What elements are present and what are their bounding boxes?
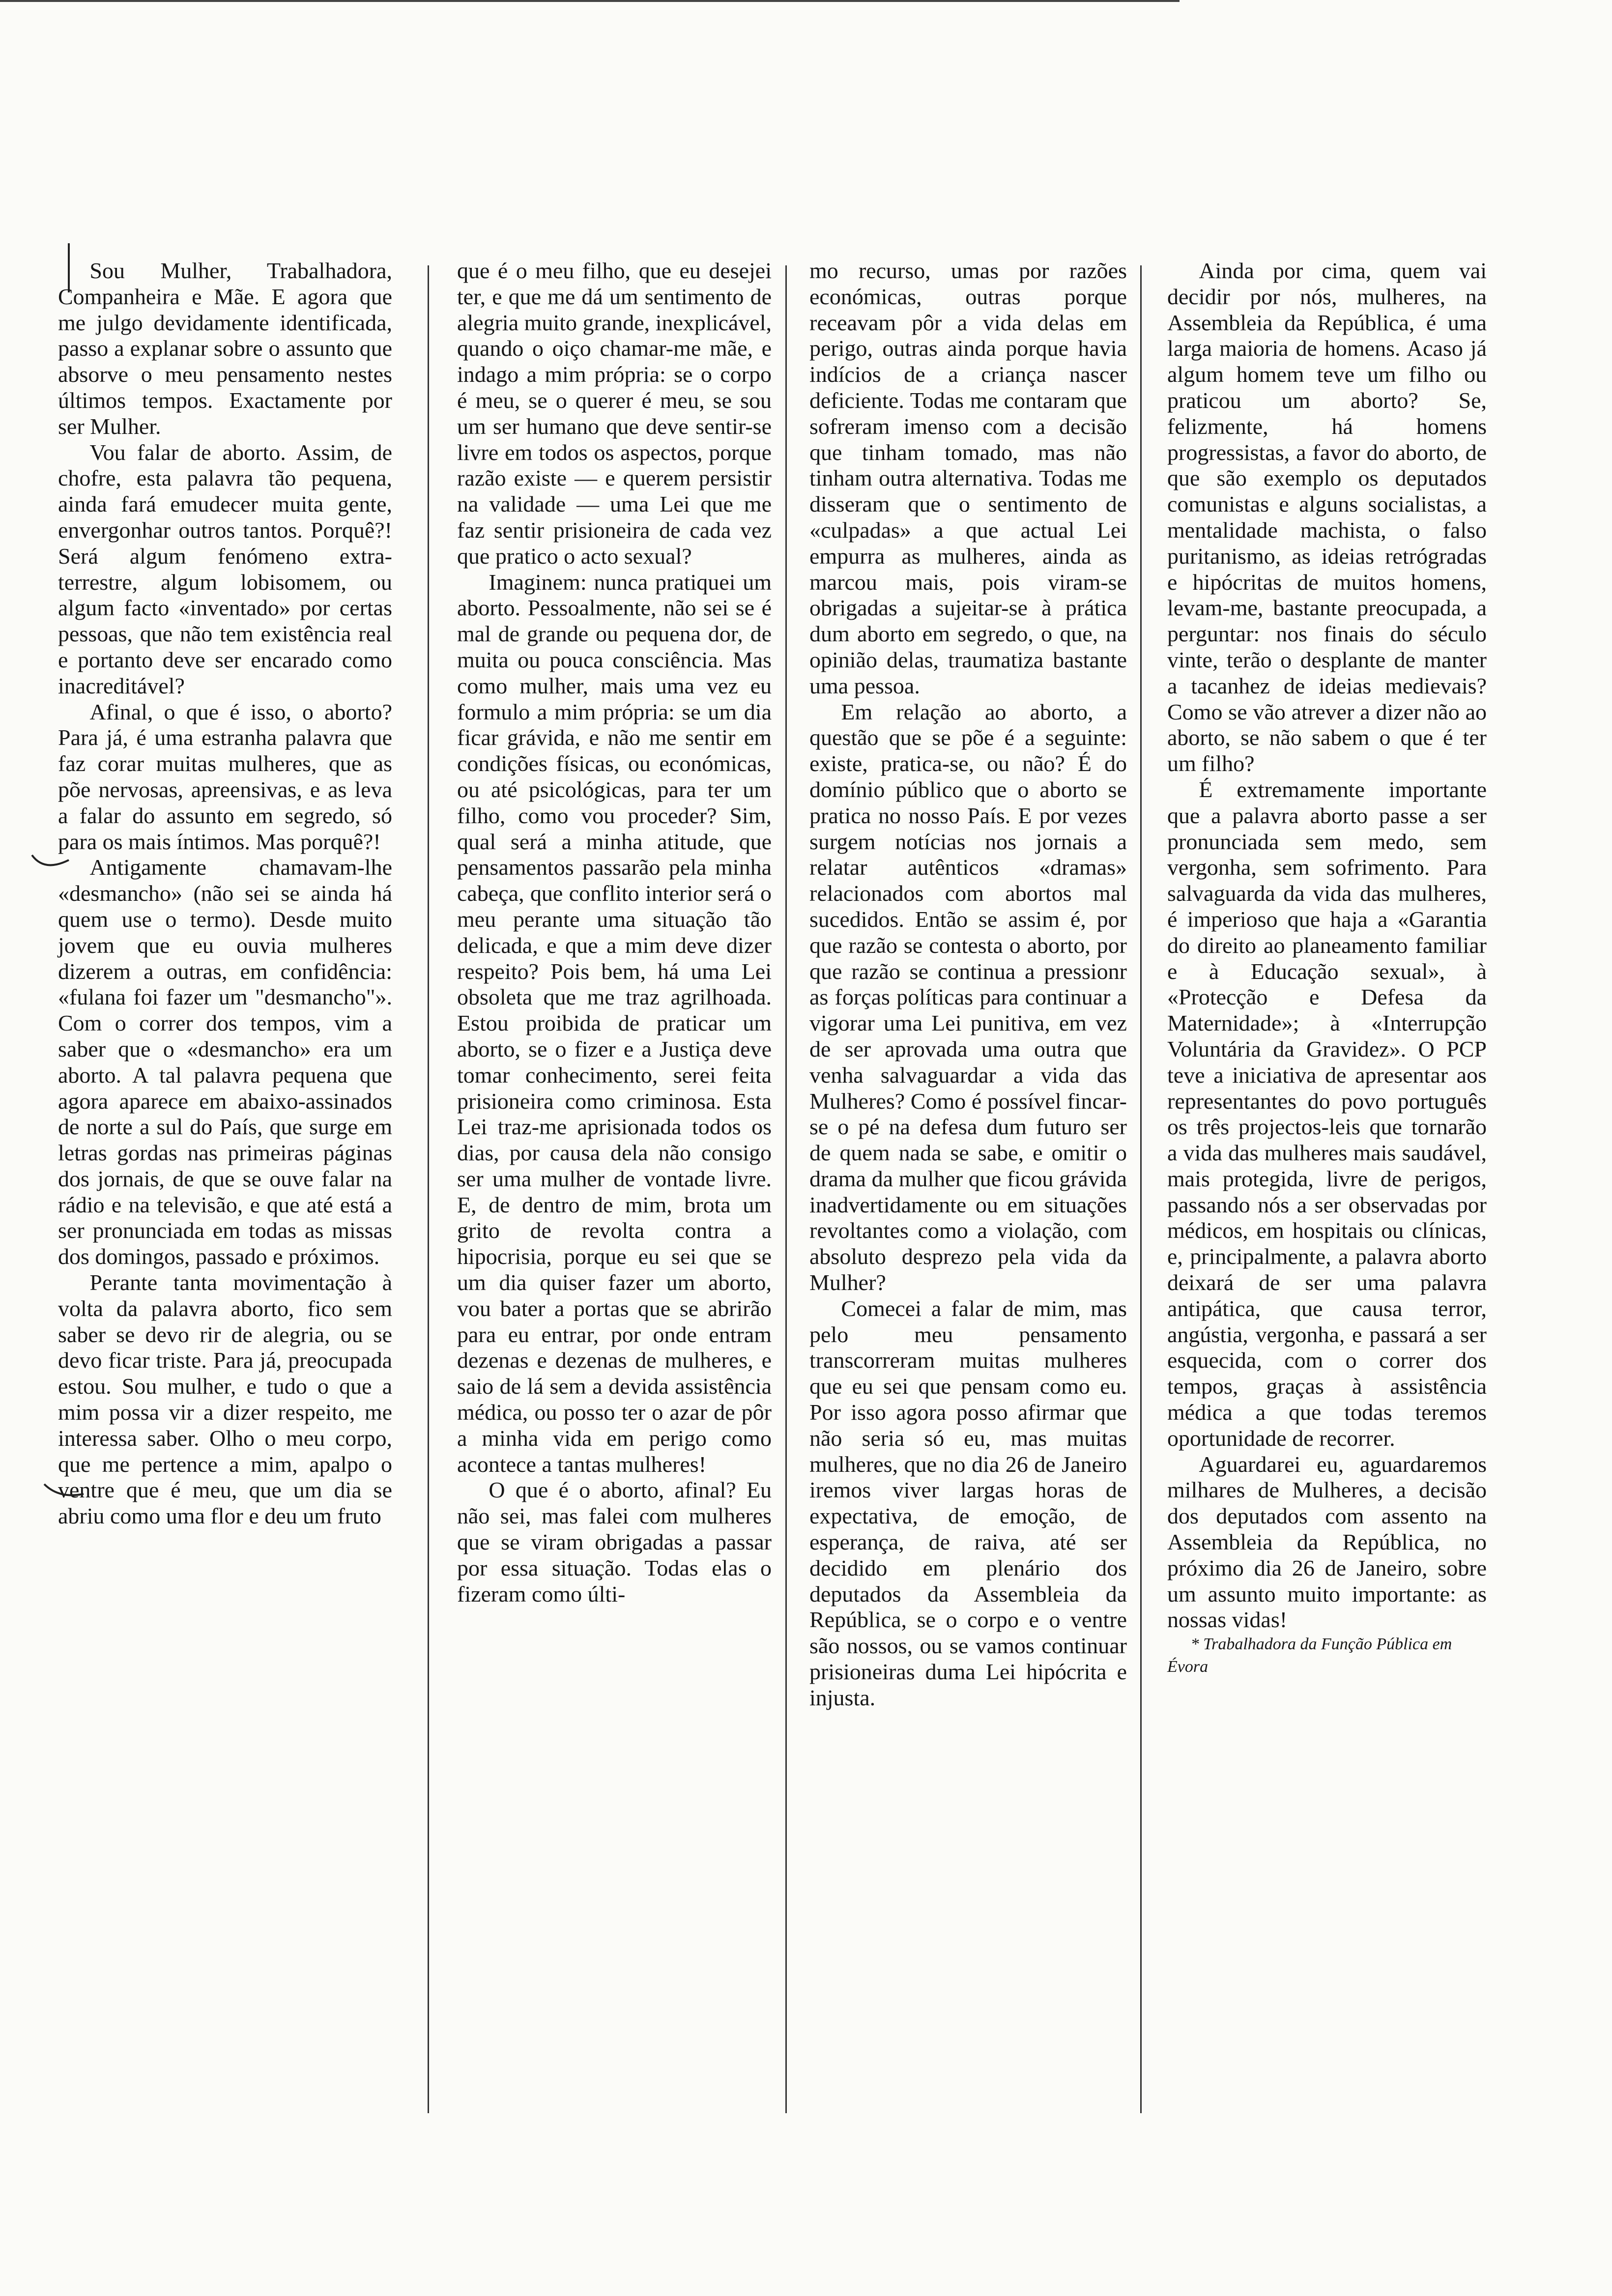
paragraph: mo recurso, umas por razões económicas, outras porque receavam pôr a vida delas em perigo, outras ainda porque havia indícios de a criança nascer deficiente. Todas me contaram que sofreram imenso com a decisão que tinham tomado, mas não tinham outra alternativa. Todas me disseram que o sentimento de «culpadas» a que actual Lei empurra as mulheres, ainda as marcou mais, pois viram-se obrigadas a sujeitar-se à prática dum aborto em segredo, o que, na opinião delas, traumatiza bastante uma pessoa. (809, 258, 1127, 698)
top-rule (0, 0, 1180, 2)
paragraph: que é o meu filho, que eu desejei ter, e que me dá um sentimento de alegria muito grande, inexplicável, quando o oiço chamar-me mãe, e indago a mim própria: se o corpo é meu, se o querer é meu, se sou um ser humano que deve sentir-se livre em todos os aspectos, porque razão existe — e querem persistir na validade — uma Lei que me faz sentir prisioneira de cada vez que pratico o acto sexual? (457, 258, 772, 569)
paragraph: É extremamente importante que a palavra aborto passe a ser pronunciada sem medo, sem vergonha, sem sofrimento. Para salvaguarda da vida das mulheres, é imperioso que haja a «Garantia do direito ao planeamento familiar e à Educação sexual», à «Protecção e Defesa da Maternidade»; à «Interrupção Voluntária da Gravidez». O PCP teve a iniciativa de apresentar aos representantes do povo português os três projectos-leis que tornarão a vida das mulheres mais saudável, mais protegida, livre de perigos, passando nós a ser observadas por médicos, em hospitais ou clínicas, e, principalmente, a palavra aborto deixará de ser uma palavra antipática, que causa terror, angústia, vergonha, e passará a ser esquecida, com o correr dos tempos, graças à assistência médica a que todas teremos oportunidade de recorrer. (1167, 776, 1487, 1451)
column-rule (785, 265, 787, 2113)
paragraph: Perante tanta movimentação à volta da palavra aborto, fico sem saber se devo rir de alegria, ou se devo ficar triste. Para já, preocupada estou. Sou mulher, e tudo o que a mim possa vir a dizer respeito, me interessa saber. Olho o meu corpo, que me pertence a mim, apalpo o ventre que é meu, que um dia se abriu como uma flor e deu um fruto (58, 1270, 392, 1529)
paragraph: Em relação ao aborto, a questão que se põe é a seguinte: existe, pratica-se, ou não? É do domínio público que o aborto se pratica no nosso País. E por vezes surgem notícias nos jornais a relatar autênticos «dramas» relacionados com abortos mal sucedidos. Então se assim é, por que razão se contesta o aborto, por que razão se continua a pressionr as forças políticas para continuar a vigorar uma Lei punitiva, em vez de ser aprovada uma outra que venha salvaguardar a vida das Mulheres? Como é possível fincar-se o pé na defesa dum futuro ser de quem nada se sabe, e omitir o drama da mulher que ficou grávida inadvertidamente ou em situações revoltantes como a violação, com absoluto desprezo pela vida da Mulher? (809, 699, 1127, 1295)
paragraph: O que é o aborto, afinal? Eu não sei, mas falei com mulheres que se viram obrigadas a passar por essa situação. Todas elas o fizeram como últi- (457, 1477, 772, 1607)
column-rule (428, 265, 429, 2113)
article-column-1 (58, 258, 392, 2106)
paragraph: Afinal, o que é isso, o aborto? Para já, é uma estranha palavra que faz corar muitas mulheres, que as põe nervosas, apreensivas, e as leva a falar do assunto em segredo, só para os mais íntimos. Mas porquê?! (58, 699, 392, 854)
paragraph: Imaginem: nunca pratiquei um aborto. Pessoalmente, não sei se é mal de grande ou pequena dor, de muita ou pouca consciência. Mas como mulher, mais uma vez eu formulo a mim própria: se um dia ficar grávida, e não me sentir em condições físicas, ou económicas, ou até psicológicas, para ter um filho, como vou proceder? Sim, qual será a minha atitude, que pensamentos passarão pela minha cabeça, que conflito interior será o meu perante uma situação tão delicada, e que a mim deve dizer respeito? Pois bem, há uma Lei obsoleta que me traz agrilhoada. Estou proibida de praticar um aborto, se o fizer e a Justiça deve tomar conhecimento, serei feita prisioneira como criminosa. Esta Lei traz-me aprisionada todos os dias, por causa dela não consigo ser uma mulher de vontade livre. E, de dentro de mim, brota um grito de revolta contra a hipocrisia, porque eu sei que se um dia quiser fazer um aborto, vou bater a portas que se abrirão para eu entrar, por onde entram dezenas e dezenas de mulheres, e saio de lá sem a devida assistência médica, ou posso ter o azar de pôr a minha vida em perigo como acontece a tantas mulheres! (457, 569, 772, 1477)
paragraph: Aguardarei eu, aguardaremos milhares de Mulheres, a decisão dos deputados com assento na Assembleia da República, no próximo dia 26 de Janeiro, sobre um assunto muito importante: as nossas vidas! (1167, 1451, 1487, 1633)
paragraph: Ainda por cima, quem vai decidir por nós, mulheres, na Assembleia da República, é uma larga maioria de homens. Acaso já algum homem teve um filho ou praticou um aborto? Se, felizmente, há homens progressistas, a favor do aborto, de que são exemplo os deputados comunistas e alguns socialistas, a mentalidade machista, o falso puritanismo, as ideias retrógradas e hipócritas de muitos homens, levam-me, bastante preocupada, a perguntar: nos finais do século vinte, terão o desplante de manter a tacanhez de ideias medievais? Como se vão atrever a dizer não ao aborto, se não sabem o que é ter um filho? (1167, 258, 1487, 776)
paragraph: Sou Mulher, Trabalhadora, Companheira e Mãe. E agora que me julgo devidamente identificada, passo a explanar sobre o assunto que absorve o meu pensamento nestes últimos tempos. Exactamente por ser Mulher. (58, 258, 392, 439)
paragraph: Vou falar de aborto. Assim, de chofre, esta palavra tão pequena, ainda fará emudecer muita gente, envergonhar outros tantos. Porquê?! Será algum fenómeno extra-terrestre, algum lobisomem, ou algum facto «inventado» por certas pessoas, que não tem existência real e portanto deve ser encarado como inacreditável? (58, 439, 392, 698)
column-rule (1140, 265, 1142, 2113)
article-column-2 (457, 258, 772, 2106)
author-note: * Trabalhadora da Função Pública em Évora (1167, 1635, 1452, 1676)
paragraph: Antigamente chamavam-lhe «desmancho» (não sei se ainda há quem use o termo). Desde muito jovem que eu ouvia mulheres dizerem a outras, em confidência: «fulana foi fazer um "desmancho"». Com o correr dos tempos, vim a saber que o «desmancho» era um aborto. A tal palavra pequena que agora aparece em abaixo-assinados de norte a sul do País, que surge em letras gordas nas primeiras páginas dos jornais, de que se ouve falar na rádio e na televisão, e que até está a ser pronunciada em todas as missas dos domingos, passado e próximos. (58, 855, 392, 1269)
article-column-4 (1167, 258, 1487, 2106)
article-column-3 (809, 258, 1127, 2106)
paragraph: Comecei a falar de mim, mas pelo meu pensamento transcorreram muitas mulheres que eu sei que pensam como eu. Por isso agora posso afirmar que não seria só eu, mas muitas mulheres, que no dia 26 de Janeiro iremos viver largas horas de expectativa, de emoção, de esperança, de raiva, até ser decidido em plenário dos deputados da Assembleia da República, se o corpo e o ventre são nossos, ou se vamos continuar prisioneiras duma Lei hipócrita e injusta. (809, 1295, 1127, 1710)
